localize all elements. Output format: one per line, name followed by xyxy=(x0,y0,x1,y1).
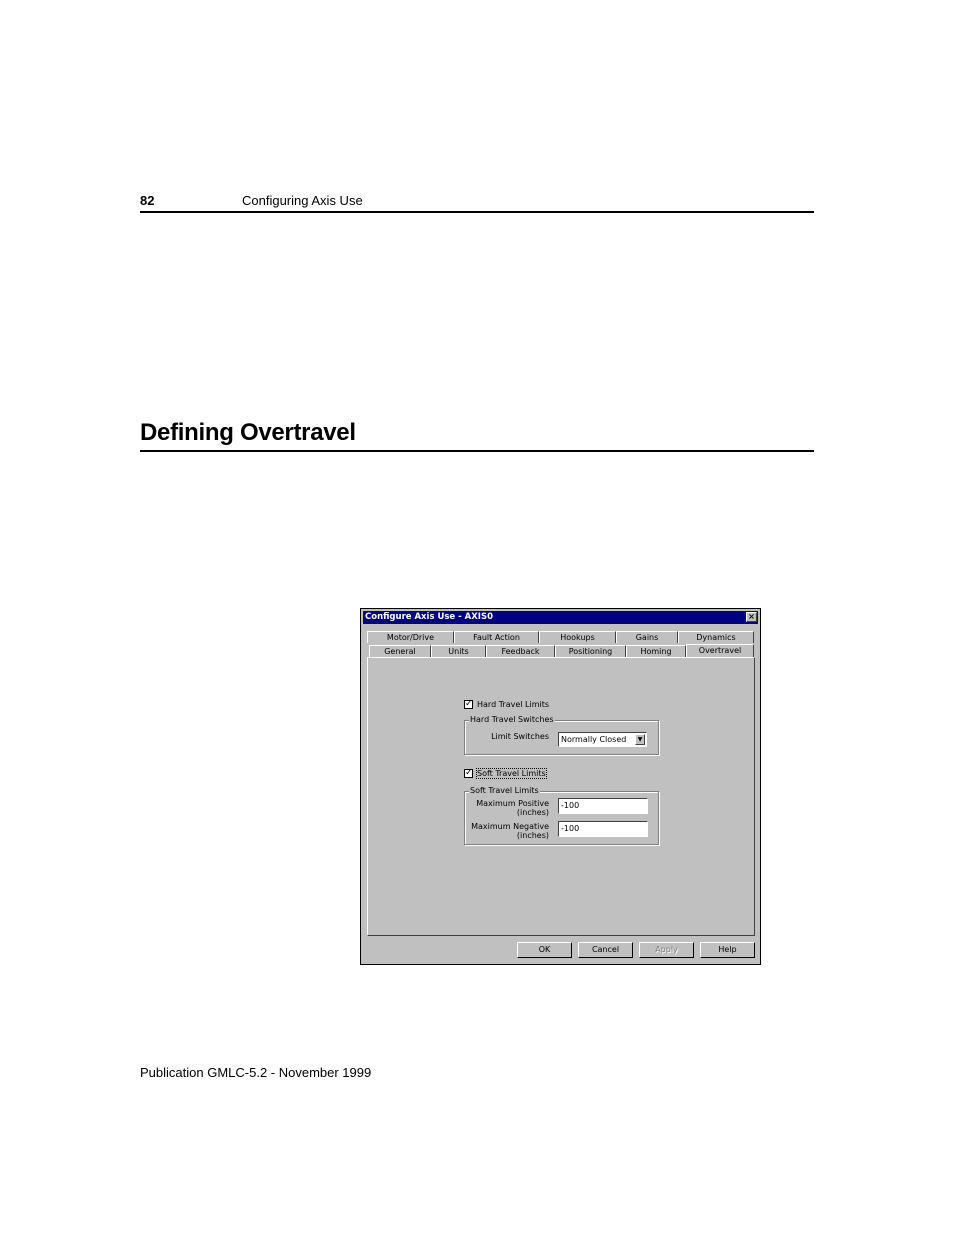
hard-travel-limits-label: Hard Travel Limits xyxy=(477,700,550,709)
limit-switches-label: Limit Switches xyxy=(491,732,549,741)
apply-button[interactable]: Apply xyxy=(639,942,694,958)
header-rule xyxy=(140,211,814,213)
max-negative-input[interactable]: -100 xyxy=(558,821,648,837)
max-negative-unit: (inches) xyxy=(516,831,549,840)
cancel-button[interactable]: Cancel xyxy=(578,942,633,958)
tab-overtravel[interactable]: Overtravel xyxy=(686,644,754,657)
limit-switches-select[interactable] xyxy=(558,732,647,747)
tab-positioning[interactable]: Positioning xyxy=(555,645,626,657)
tab-feedback[interactable]: Feedback xyxy=(486,645,555,657)
tab-fault-action[interactable]: Fault Action xyxy=(454,631,539,643)
dialog-titlebar xyxy=(363,611,758,624)
page-number: 82 xyxy=(140,193,155,208)
publication-footer: Publication GMLC-5.2 - November 1999 xyxy=(140,1065,372,1080)
max-positive-unit: (inches) xyxy=(516,808,549,817)
tab-homing[interactable]: Homing xyxy=(626,645,686,657)
close-icon[interactable]: × xyxy=(746,612,757,622)
section-rule xyxy=(140,450,814,452)
running-title: Configuring Axis Use xyxy=(242,193,363,208)
section-title: Defining Overtravel xyxy=(140,419,356,446)
tab-dynamics[interactable]: Dynamics xyxy=(678,631,754,643)
configure-axis-dialog xyxy=(360,608,761,965)
help-button[interactable]: Help xyxy=(700,942,755,958)
max-positive-label: Maximum Positive xyxy=(476,799,549,808)
soft-travel-limits-label: Soft Travel Limits xyxy=(477,769,546,778)
tab-general[interactable]: General xyxy=(369,645,431,657)
soft-travel-limits-checkbox[interactable]: ✓ xyxy=(465,768,473,778)
soft-travel-limits-legend: Soft Travel Limits xyxy=(470,786,539,795)
hard-travel-limits-checkbox[interactable]: ✓ xyxy=(465,699,473,709)
max-negative-label: Maximum Negative xyxy=(471,822,549,831)
tab-gains[interactable]: Gains xyxy=(616,631,678,643)
tab-hookups[interactable]: Hookups xyxy=(539,631,616,643)
limit-switches-value: Normally Closed xyxy=(561,735,627,744)
tab-motor-drive[interactable]: Motor/Drive xyxy=(367,631,454,643)
chevron-down-icon[interactable]: ▼ xyxy=(635,734,645,745)
hard-travel-switches-legend: Hard Travel Switches xyxy=(470,715,554,724)
ok-button[interactable]: OK xyxy=(517,942,572,958)
tab-units[interactable]: Units xyxy=(431,645,486,657)
max-positive-input[interactable]: -100 xyxy=(558,798,648,814)
dialog-title: Configure Axis Use - AXIS0 xyxy=(365,612,493,622)
